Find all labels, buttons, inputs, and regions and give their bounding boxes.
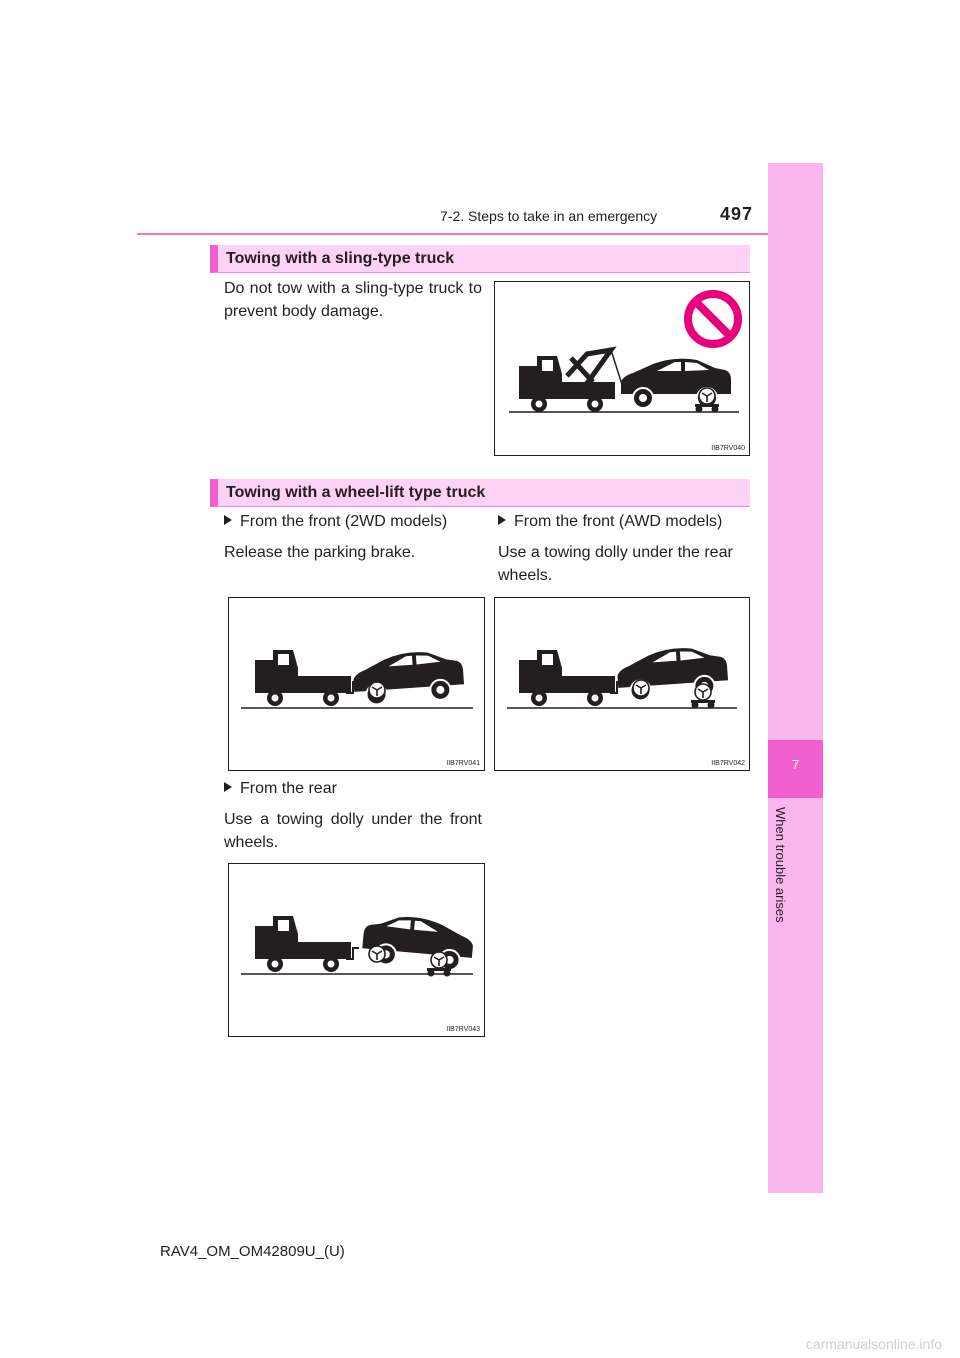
item-heading-rear: From the rear [224,780,337,798]
header-rule [137,233,823,235]
figure-front-awd [494,597,750,771]
item-heading-2wd: From the front (2WD models) [224,513,447,531]
figure-code: IIB7RV041 [446,760,480,767]
item-text-2wd: Release the parking brake. [224,544,416,561]
item-text-awd: Use a towing dolly under the rear wheels. [498,544,733,584]
triangle-bullet-icon [224,782,232,792]
section-title: Towing with a sling-type truck [226,250,455,267]
section-heading-wheel-lift [210,479,750,507]
section-header: 7-2. Steps to take in an emergency [440,208,658,224]
section-title: Towing with a wheel-lift type truck [226,484,486,501]
triangle-bullet-icon [498,515,506,525]
item-heading-awd: From the front (AWD models) [498,513,722,531]
page-number: 497 [720,204,754,224]
figure-code: IIB7RV040 [711,445,745,452]
document-code-footer: RAV4_OM_OM42809U_(U) [160,1243,345,1260]
figure-rear [228,863,485,1037]
watermark: carmanualsonline.info [805,1336,942,1352]
chapter-title-vertical [773,807,793,947]
figure-code: IIB7RV042 [711,760,745,767]
figure-front-2wd [228,597,485,771]
chapter-title: When trouble arises [773,807,788,923]
chapter-number: 7 [791,757,800,772]
section-heading-sling [210,245,750,273]
item-text-rear: Use a towing dolly under the front wheels. [224,811,482,851]
sling-warning-text: Do not tow with a sling-type truck to prevent body damage. [224,280,482,320]
figure-code: IIB7RV043 [446,1026,480,1033]
figure-sling-truck [494,281,750,456]
triangle-bullet-icon [224,515,232,525]
chapter-tab-band [768,163,823,1193]
